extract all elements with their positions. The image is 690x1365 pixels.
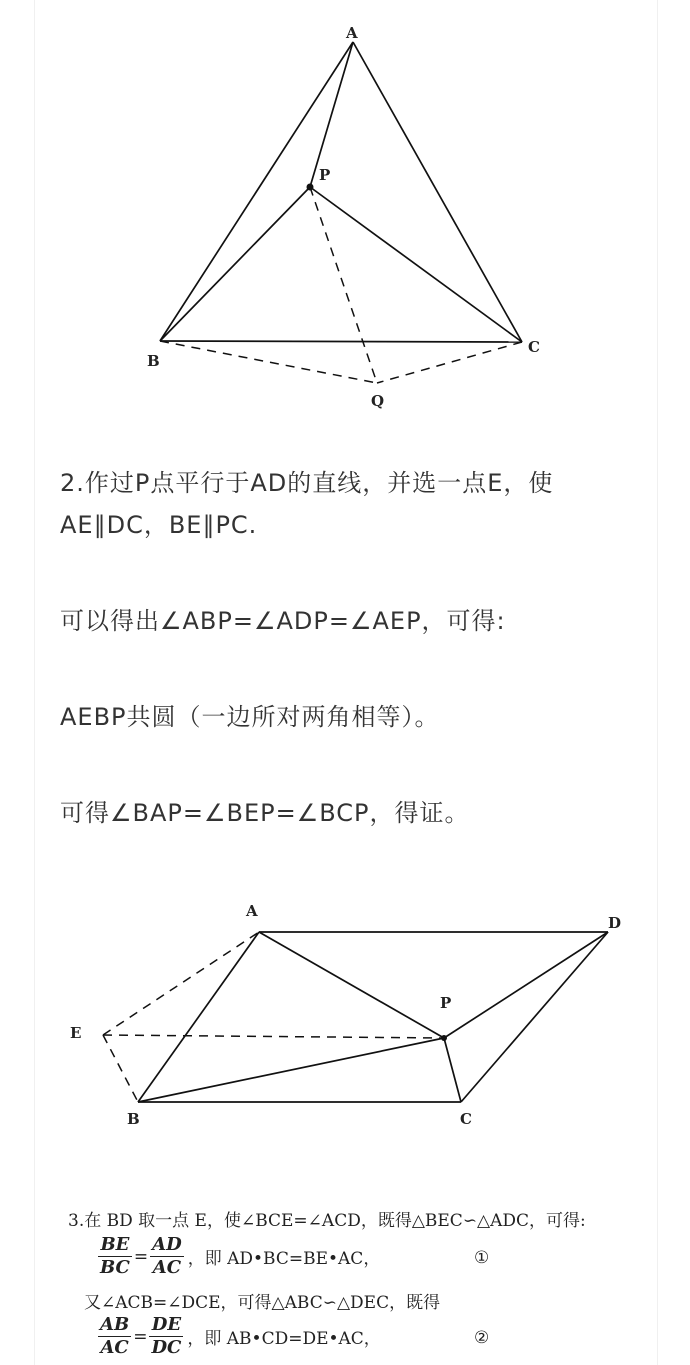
label-d2: D [608, 914, 622, 932]
fraction-denominator: DC [151, 1337, 182, 1358]
figure1-lines [160, 42, 522, 383]
point-p2-dot [441, 1035, 447, 1041]
proof-equation-1: ，即 AD•BC=BE•AC， [187, 1249, 381, 1269]
label-a2: A [246, 902, 258, 920]
segment-pq [310, 187, 377, 383]
fraction-numerator: BE [98, 1234, 132, 1257]
fraction-be-bc [98, 1234, 132, 1279]
label-c: C [528, 338, 540, 356]
segment-pb [160, 187, 310, 341]
fraction-ad-ac [150, 1234, 184, 1279]
fraction-numerator: AD [152, 1234, 182, 1255]
segment-bc [160, 341, 522, 342]
equation-marker-2: ② [474, 1328, 490, 1348]
label-a: A [346, 24, 358, 42]
proof-equation-2: ，即 AB•CD=DE•AC， [187, 1329, 381, 1349]
fraction-numerator: DE [149, 1314, 183, 1337]
segment-bp [138, 1038, 444, 1102]
segment-eb [103, 1035, 138, 1102]
label-b: B [147, 352, 160, 370]
segment-pd [444, 932, 608, 1038]
fraction-denominator: AC [100, 1337, 129, 1358]
segment-ep [103, 1035, 444, 1038]
proof-line-1: 3.在 BD 取一点 E，使∠BCE=∠ACD，既得△BEC∽△ADC，可得: [68, 1211, 586, 1231]
segment-ea [103, 932, 259, 1035]
label-b2: B [127, 1110, 140, 1128]
fraction-numerator: AB [100, 1314, 130, 1335]
segment-ab [160, 42, 353, 341]
point-p-dot [307, 184, 314, 191]
fraction-denominator: BC [100, 1257, 130, 1278]
segment-ab2 [138, 932, 259, 1102]
segment-bq [160, 341, 377, 383]
segment-ap2 [259, 932, 444, 1038]
proof-fraction-row-2 [98, 1314, 490, 1359]
segment-cd [461, 932, 608, 1102]
segment-pc [310, 187, 522, 342]
figure2-lines [103, 932, 608, 1102]
paragraph-angle-equal: 可以得出∠ABP=∠ADP=∠AEP，可得: [60, 607, 506, 635]
equals-sign: = [133, 1246, 149, 1267]
segment-ac [353, 42, 522, 342]
label-e2: E [70, 1024, 82, 1042]
segment-pc2 [444, 1038, 461, 1102]
paragraph-conclusion: 可得∠BAP=∠BEP=∠BCP，得证。 [60, 799, 470, 827]
fraction-de-dc [149, 1314, 183, 1359]
paragraph-concyclic: AEBP共圆（一边所对两角相等）。 [60, 703, 440, 731]
equals-sign: = [133, 1326, 148, 1347]
proof-fraction-row-1 [98, 1234, 490, 1279]
paragraph-step2: 2.作过P点平行于AD的直线，并选一点E，使AE∥DC，BE∥PC. [60, 469, 554, 539]
proof-line-3: 又∠ACB=∠DCE，可得△ABC∽△DEC，既得 [84, 1293, 441, 1313]
fraction-ab-ac [98, 1314, 131, 1359]
figure-triangle-apq [0, 0, 690, 420]
label-q: Q [371, 392, 385, 410]
label-p2: P [440, 994, 452, 1012]
segment-ap [310, 42, 353, 187]
label-p: P [319, 166, 331, 184]
figure-parallelogram-apd [0, 890, 690, 1140]
label-c2: C [460, 1110, 472, 1128]
fraction-denominator: AC [152, 1257, 182, 1278]
equation-marker-1: ① [474, 1248, 490, 1268]
segment-cq [377, 342, 522, 383]
